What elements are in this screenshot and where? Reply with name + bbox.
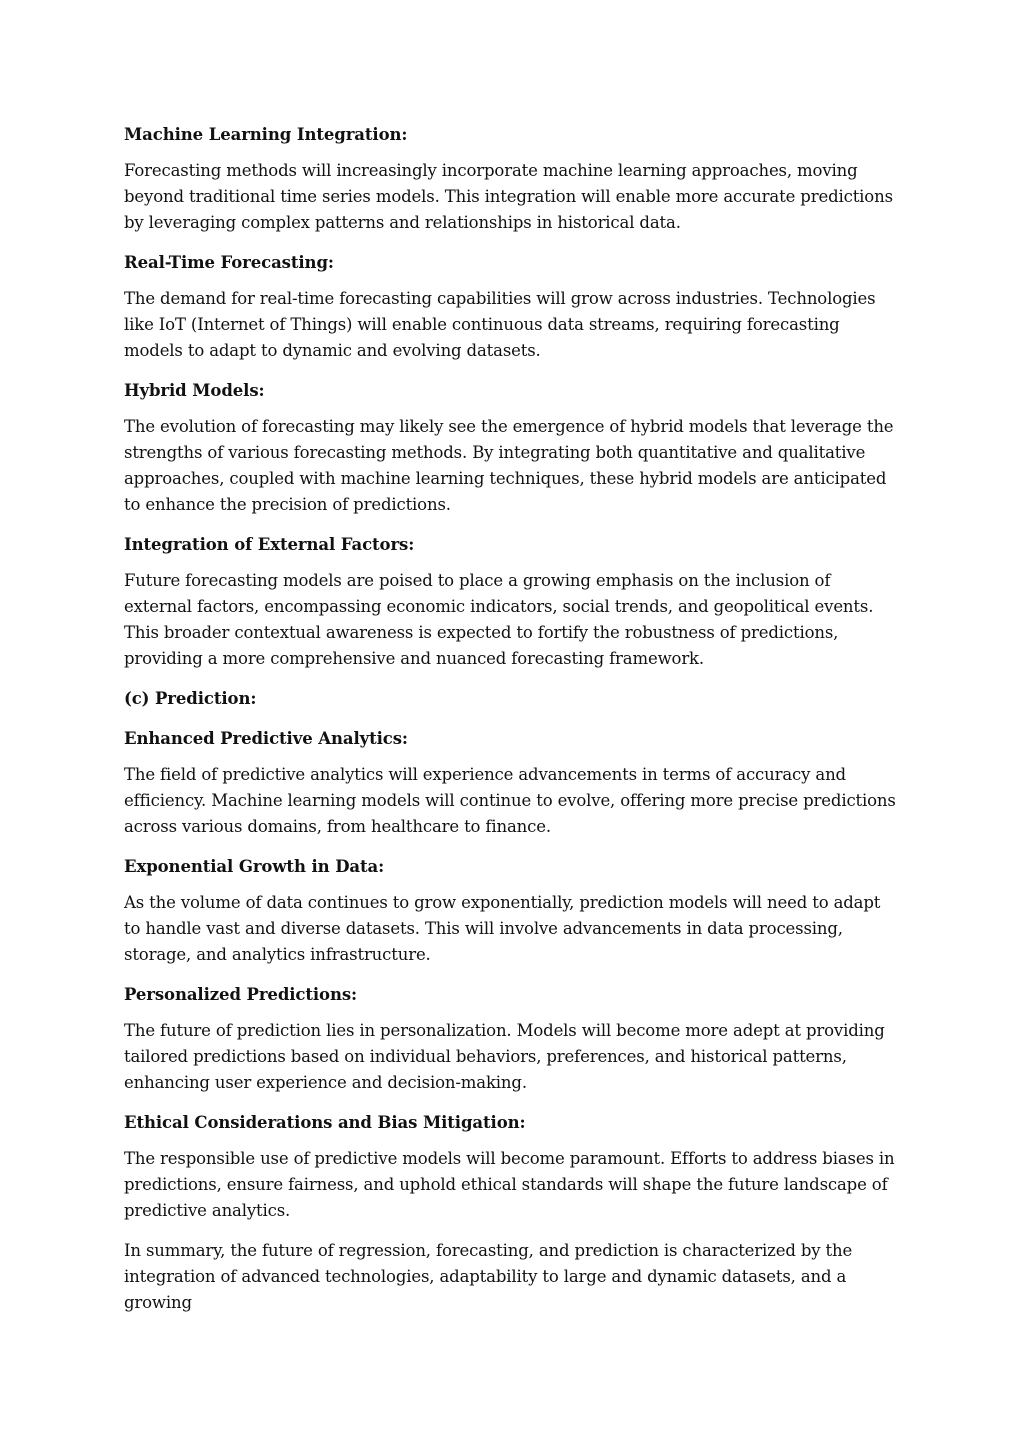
- section-paragraph: Forecasting methods will increasingly incorporate machine learning approaches, moving beyond traditional time series models. This integration will enable more accurate predictions by leveraging complex patterns and relationships in historical data.: [124, 161, 893, 232]
- section-paragraph: As the volume of data continues to grow exponentially, prediction models will need to adapt to handle vast and diverse datasets. This will involve advancements in data processing, storage, and analytics infrastructure.: [124, 893, 881, 964]
- section-heading: Ethical Considerations and Bias Mitigation:: [124, 1113, 526, 1132]
- section-heading: Enhanced Predictive Analytics:: [124, 729, 408, 748]
- section-heading: Real-Time Forecasting:: [124, 253, 334, 272]
- section-heading: Personalized Predictions:: [124, 985, 358, 1004]
- section-paragraph: The responsible use of predictive models will become paramount. Efforts to address biases in predictions, ensure fairness, and uphold ethical standards will shape the future landscape of predictive analytics.: [124, 1149, 895, 1220]
- section-paragraph: The future of prediction lies in personalization. Models will become more adept at providing tailored predictions based on individual behaviors, preferences, and historical patterns, enhancing user experience and decision-making.: [124, 1021, 885, 1092]
- summary-paragraph: In summary, the future of regression, forecasting, and prediction is characterized by the integration of advanced technologies, adaptability to large and dynamic datasets, and a growing: [124, 1241, 853, 1312]
- section-heading: Exponential Growth in Data:: [124, 857, 385, 876]
- section-real-time-forecasting: [124, 250, 896, 364]
- section-integration-external-factors: [124, 532, 896, 672]
- section-heading: (c) Prediction:: [124, 689, 257, 708]
- section-enhanced-predictive-analytics: [124, 726, 896, 840]
- document-page: [124, 122, 896, 1330]
- section-paragraph: The demand for real-time forecasting capabilities will grow across industries. Technologies like IoT (Internet of Things) will enable continuous data streams, requiring forecasting models to adapt to dynamic and evolving datasets.: [124, 289, 876, 360]
- section-hybrid-models: [124, 378, 896, 518]
- section-paragraph: Future forecasting models are poised to place a growing emphasis on the inclusion of external factors, encompassing economic indicators, social trends, and geopolitical events. This broader contextual awareness is expected to fortify the robustness of predictions, providing a more comprehensive and nuanced forecasting framework.: [124, 571, 874, 668]
- section-heading: Integration of External Factors:: [124, 535, 415, 554]
- section-paragraph: The evolution of forecasting may likely see the emergence of hybrid models that leverage the strengths of various forecasting methods. By integrating both quantitative and qualitative approaches, coupled with machine learning techniques, these hybrid models are anticipated to enhance the precision of predictions.: [124, 417, 894, 514]
- section-heading: Machine Learning Integration:: [124, 125, 408, 144]
- section-heading: Hybrid Models:: [124, 381, 265, 400]
- section-personalized-predictions: [124, 982, 896, 1096]
- section-paragraph: The field of predictive analytics will experience advancements in terms of accuracy and efficiency. Machine learning models will continue to evolve, offering more precise predictions across various domains, from healthcare to finance.: [124, 765, 896, 836]
- section-machine-learning-integration: [124, 122, 896, 236]
- section-prediction: [124, 686, 896, 712]
- section-exponential-growth-data: [124, 854, 896, 968]
- section-ethical-considerations: [124, 1110, 896, 1224]
